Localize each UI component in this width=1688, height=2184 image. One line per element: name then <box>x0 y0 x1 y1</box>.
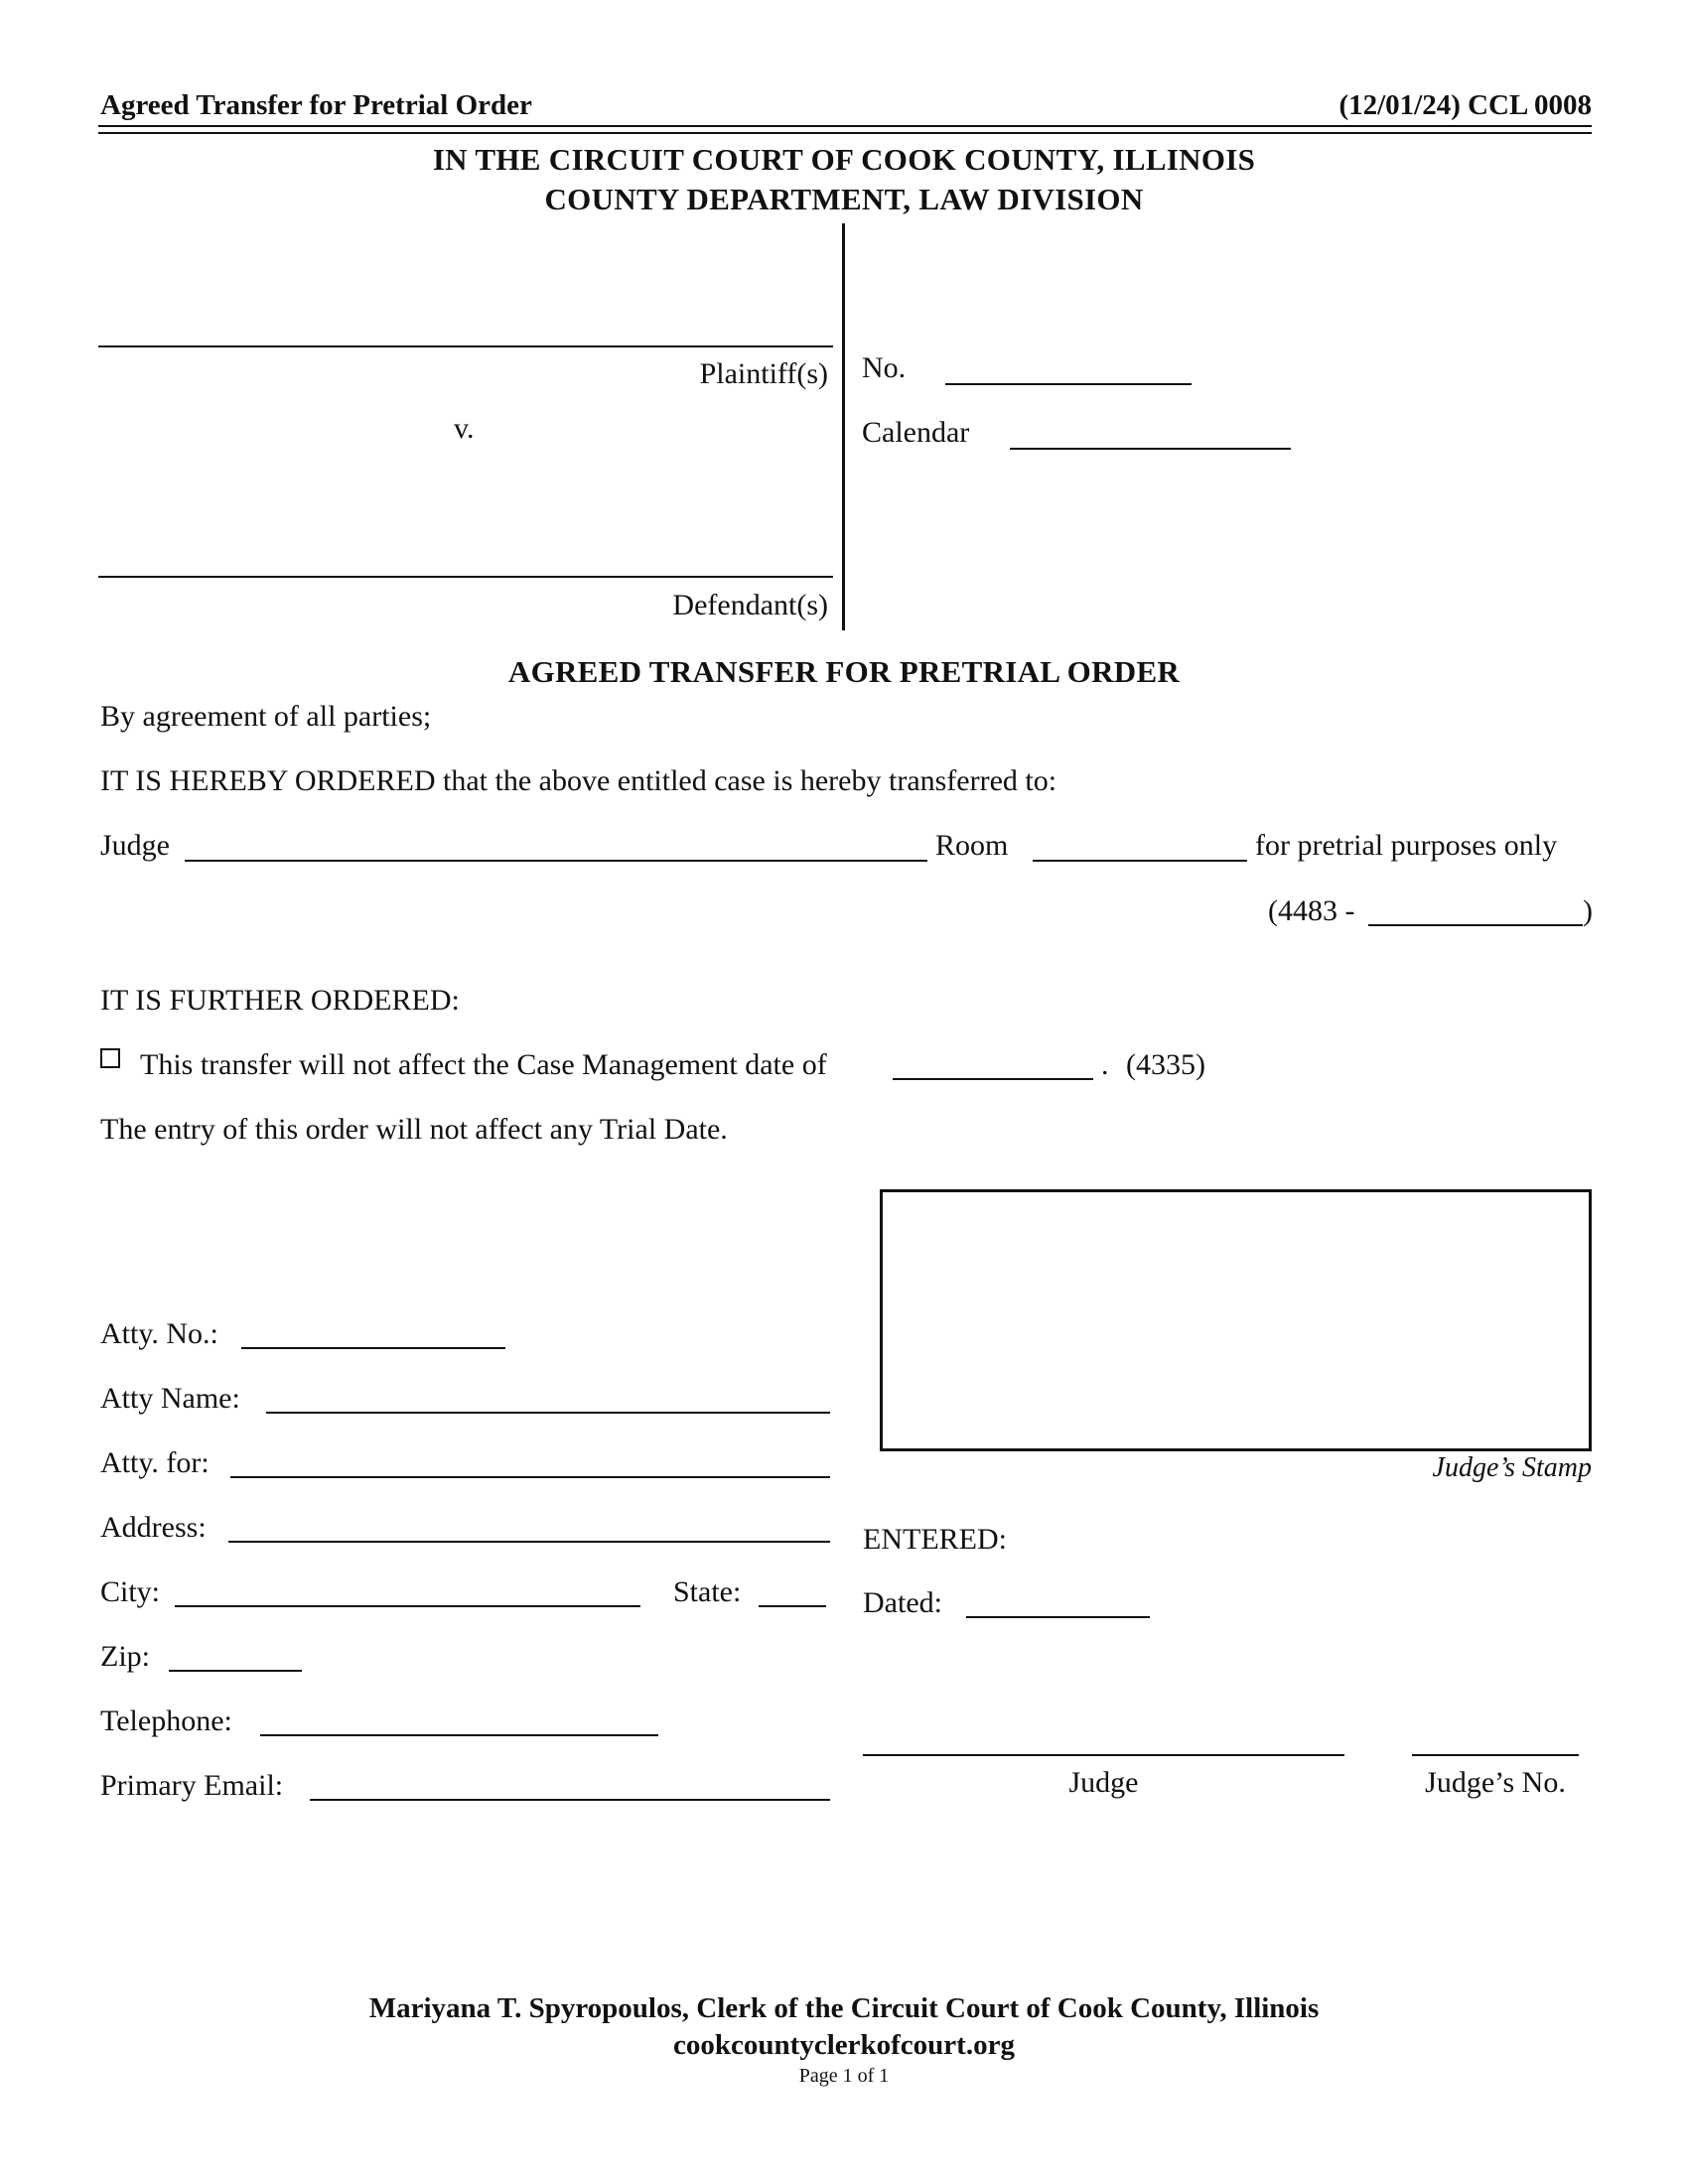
dated-field[interactable] <box>966 1616 1150 1618</box>
plaintiff-name-line[interactable] <box>98 345 833 347</box>
zip-label: Zip: <box>100 1640 150 1673</box>
code-4483-prefix: (4483 - <box>1268 894 1355 927</box>
form-title: Agreed Transfer for Pretrial Order <box>100 89 532 121</box>
transfer-judge-label: Judge <box>100 829 170 862</box>
room-field[interactable] <box>1033 860 1247 862</box>
calendar-field[interactable] <box>1010 448 1291 450</box>
hereby-ordered-text: IT IS HEREBY ORDERED that the above entitled case is hereby transferred to: <box>100 764 1057 797</box>
clerk-name: Mariyana T. Spyropoulos, Clerk of the Circuit Court of Cook County, Illinois <box>368 1992 1320 2024</box>
telephone-label: Telephone: <box>100 1705 232 1737</box>
email-label: Primary Email: <box>100 1769 284 1802</box>
telephone-field[interactable] <box>260 1734 658 1736</box>
further-ordered-text: IT IS FURTHER ORDERED: <box>100 984 460 1017</box>
defendant-label: Defendant(s) <box>672 589 828 621</box>
court-name: IN THE CIRCUIT COURT OF COOK COUNTY, ILLINOIS <box>432 142 1256 177</box>
atty-for-field[interactable] <box>230 1476 830 1478</box>
case-management-checkbox[interactable] <box>100 1048 120 1068</box>
order-title: AGREED TRANSFER FOR PRETRIAL ORDER <box>507 654 1181 689</box>
address-label: Address: <box>100 1511 207 1544</box>
case-management-code: (4335) <box>1126 1048 1205 1081</box>
dated-label: Dated: <box>863 1586 942 1619</box>
case-management-period: . <box>1101 1048 1109 1081</box>
defendant-name-line[interactable] <box>98 576 833 578</box>
email-field[interactable] <box>310 1799 830 1801</box>
judge-stamp-box <box>880 1189 1592 1451</box>
atty-no-field[interactable] <box>241 1347 505 1349</box>
case-management-date-field[interactable] <box>893 1078 1093 1080</box>
atty-no-label: Atty. No.: <box>100 1317 218 1350</box>
case-number-field[interactable] <box>945 383 1192 385</box>
page-number: Page 1 of 1 <box>798 2065 890 2087</box>
header-rule-top <box>98 125 1592 127</box>
zip-field[interactable] <box>169 1670 302 1672</box>
judge-stamp-label: Judge’s Stamp <box>1432 1452 1592 1483</box>
case-management-text: This transfer will not affect the Case Management date of <box>140 1048 827 1081</box>
state-field[interactable] <box>759 1605 826 1607</box>
city-field[interactable] <box>175 1605 640 1607</box>
state-label: State: <box>673 1575 742 1608</box>
caption-divider <box>842 223 845 630</box>
code-4483-field[interactable] <box>1368 924 1583 926</box>
entered-label: ENTERED: <box>863 1523 1007 1556</box>
transfer-judge-field[interactable] <box>185 860 927 862</box>
atty-name-field[interactable] <box>266 1412 830 1414</box>
atty-for-label: Atty. for: <box>100 1446 210 1479</box>
case-number-label: No. <box>862 351 907 384</box>
judge-number-label: Judge’s No. <box>1425 1766 1566 1799</box>
versus-label: v. <box>454 412 475 445</box>
room-label: Room <box>935 829 1009 862</box>
clerk-website[interactable]: cookcountyclerkofcourt.org <box>673 2029 1015 2061</box>
trial-date-text: The entry of this order will not affect any Trial Date. <box>100 1113 728 1146</box>
court-division: COUNTY DEPARTMENT, LAW DIVISION <box>544 182 1144 216</box>
plaintiff-label: Plaintiff(s) <box>699 357 828 390</box>
header-rule-bottom <box>98 132 1592 134</box>
form-code: (12/01/24) CCL 0008 <box>1338 89 1592 121</box>
judge-signature-line[interactable] <box>863 1754 1344 1756</box>
judge-number-line[interactable] <box>1412 1754 1579 1756</box>
address-field[interactable] <box>228 1541 830 1543</box>
code-4483-suffix: ) <box>1583 894 1593 927</box>
atty-name-label: Atty Name: <box>100 1382 240 1415</box>
judge-signature-label: Judge <box>1068 1766 1139 1799</box>
pretrial-text: for pretrial purposes only <box>1255 829 1558 862</box>
city-label: City: <box>100 1575 161 1608</box>
calendar-label: Calendar <box>862 416 970 449</box>
agreement-text: By agreement of all parties; <box>100 700 432 733</box>
